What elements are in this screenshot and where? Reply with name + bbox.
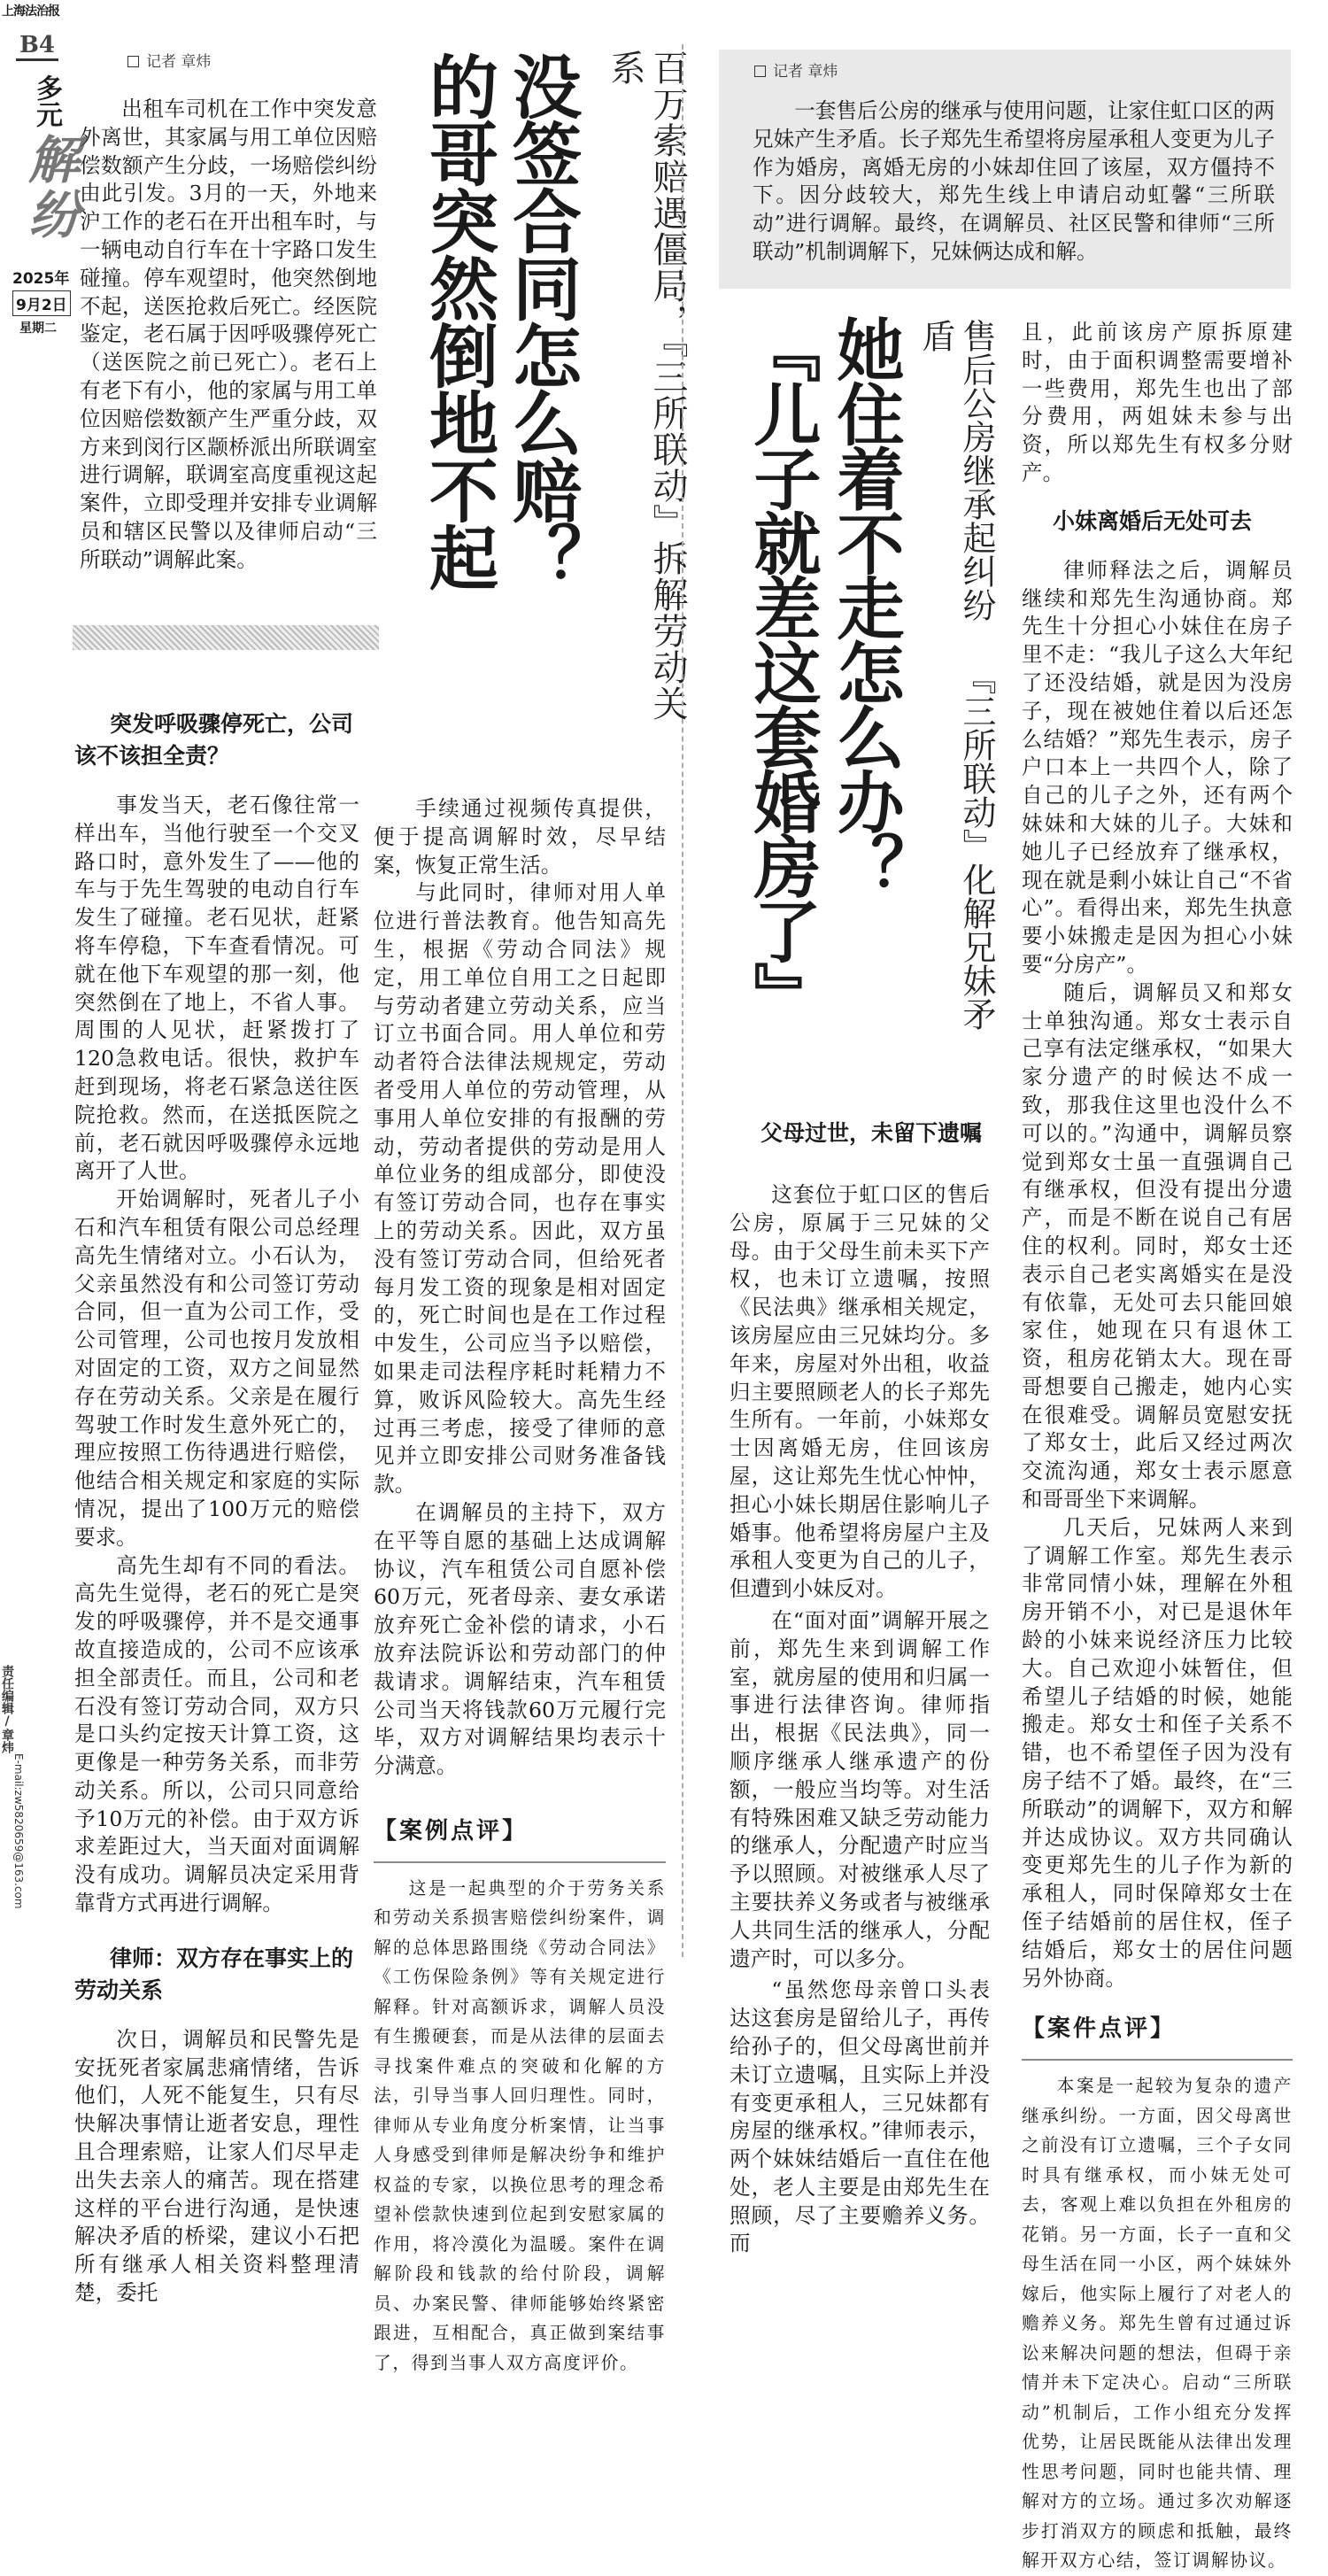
editor-label: 责任编辑/章炜: [0, 1665, 14, 1753]
right-paragraph: “虽然您母亲曾口头表达这套房是留给儿子，再传给孙子的，但父母离世前并未订立遗嘱，且实际上并没有变更承租人，三兄妹都有房屋的继承权。”律师表示，两个妹妹结婚后一直住在他处，老人主要是由郑先生在照顾，尽了主要赡养义务。而: [730, 1977, 990, 2256]
right-subhead-1: 父母过世，未留下遗嘱: [761, 1120, 983, 1146]
right-paragraph: 且，此前该房产原拆原建时，由于面积调整需要增补一些费用，郑先生也出了部分费用，两姐妹未参与出资，所以郑先生有权多分财产。: [1022, 320, 1293, 485]
byline-box-icon: [754, 66, 766, 77]
right-review-title: 【案件点评】: [1022, 2015, 1177, 2043]
right-kicker: 售后公房继承起纠纷 『三所联动』化解兄妹矛盾: [916, 319, 996, 1031]
date-weekday: 星期二: [19, 321, 57, 336]
page-number: B4: [16, 32, 58, 61]
right-headline-line2: 『儿子就差这套婚房了』: [743, 315, 822, 1026]
right-paragraph: 在“面对面”调解开展之前，郑先生来到调解工作室，就房屋的使用和归属一事进行法律咨询。律师指出，根据《民法典》，同一顺序继承人继承遗产的份额，一般应当均等。对生活有特殊困难又缺乏劳动能力的继承人，分配遗产时应当予以照顾。对被继承人尽了主要扶养义务或者与被继承人共同生活的继承人，分配遗产时，可以多分。: [730, 1607, 990, 1971]
left-paragraph: 开始调解时，死者儿子小石和汽车租赁有限公司总经理高先生情绪对立。小石认为，父亲虽然没有和公司签订劳动合同，但一直为公司工作，受公司管理，公司也按月发放相对固定的工资，双方之间显然存在劳动关系。父亲是在履行驾驶工作时发生意外死亡的，理应按照工伤待遇进行赔偿，他结合相关规定和家庭的实际情况，提出了100万元的赔偿要求。: [74, 1187, 359, 1550]
left-paragraph: 次日，调解员和民警先是安抚死者家属悲痛情绪，告诉他们，人死不能复生，只有尽快解决事情让逝者安息，理性且合理索赔，让家人们尽早走出失去亲人的痛苦。现在搭建这样的平台进行沟通，是快速解决矛盾的桥梁，建议小石把所有继承人相关资料整理清楚，委托: [74, 2026, 359, 2306]
left-divider-band: [73, 625, 379, 650]
center-divider: [682, 44, 683, 1957]
left-lead: 出租车司机在工作中突发意外离世，其家属与用工单位因赔偿数额产生分歧，一场赔偿纠纷由此引发。3月的一天，外地来沪工作的老石在开出租车时，与一辆电动自行车在十字路口发生碰撞。停车观望时，他突然倒地不起，送医抢救后死亡。经医院鉴定，老石属于因呼吸骤停死亡（送医院之前已死亡）。老石上有老下有小，他的家属与用工单位因赔偿数额产生严重分歧，双方来到闵行区颛桥派出所联调室进行调解，联调室高度重视这起案件，立即受理并安排专业调解员和辖区民警以及律师启动“三所联动”调解此案。: [80, 97, 377, 572]
right-headline: [740, 315, 907, 1095]
date-year: 2025年: [12, 270, 70, 288]
right-paragraph: 律师释法之后，调解员继续和郑先生沟通协商。郑先生十分担心小妹住在房子里不走：“我儿子这么大年纪了还没结婚，就是因为没房子，现在被她住着以后还怎么结婚？”郑先生表示，房子户口本上一共四个人，除了自己的儿子之外，还有两个妹妹和大妹的儿子。大妹和她儿子已经放弃了继承权，现在就是剩小妹让自己“不省心”。看得出来，郑先生执意要小妹搬走是因为担心小妹要“分房产”。: [1022, 557, 1293, 977]
right-paragraph: 随后，调解员又和郑女士单独沟通。郑女士表示自己享有法定继承权，“如果大家分遗产的时候达不成一致，那我住这里也没什么不可以的。”沟通中，调解员察觉到郑女士虽一直强调自己有继承权，但没有提出分遗产，而是不断在说自己有居住的权利。同时，郑女士还表示自己老实离婚实在是没有依靠，无处可去只能回娘家住，她现在只有退休工资，租房花销太大。现在哥哥想要自己搬走，她内心实在很难受。调解员宽慰安抚了郑女士，此后又经过两次交流沟通，郑女士表示愿意和哥哥坐下来调解。: [1022, 979, 1293, 1512]
section-title-big: 解纷: [19, 133, 80, 243]
left-review-text: 这是一起典型的介于劳务关系和劳动关系损害赔偿纠纷案件，调解的总体思路围绕《劳动合同法》《工伤保险条例》等有关规定进行解释。针对高额诉求，调解人员没有生搬硬套，而是从法律的层面去寻找案件难点的突破和化解的方法，引导当事人回归理性。同时，律师从专业角度分析案情，让当事人身感受到律师是解决纷争和维护权益的专家，以换位思考的理念希望补偿款快速到位起到安慰家属的作用，将冷漠化为温暖。案件在调解阶段和钱款的给付阶段，调解员、办案民警、律师能够始终紧密跟进，互相配合，真正做到案结事了，得到当事人双方高度评价。: [374, 1877, 666, 2373]
left-column-2: [374, 795, 666, 2378]
editor-email: E-mail:zw5820659@163.com: [12, 1753, 25, 1909]
left-review-box: [374, 1861, 666, 2379]
section-title: 多元: [31, 74, 62, 128]
right-column-2: [1022, 319, 1293, 2576]
left-headline-line1: 没签合同怎么赔？: [501, 51, 582, 590]
left-paragraph: 事发当天，老石像往常一样出车，当他行驶至一个交叉路口时，意外发生了——他的车与于先生驾驶的电动自行车发生了碰撞。老石见状，赶紧将车停稳，下车查看情况。可就在他下车观望的那一刻，他突然倒在了地上，不省人事。周围的人见状，赶紧拨打了120急救电话。很快，救护车赶到现场，将老石紧急送往医院抢救。然而，在送抵医院之前，老石就因呼吸骤停永远地离开了人世。: [74, 793, 359, 1184]
right-lead: 一套售后公房的继承与使用问题，让家住虹口区的两兄妹产生矛盾。长子郑先生希望将房屋承租人变更为儿子作为婚房，离婚无房的小妹却住回了该屋，双方僵持不下。因分歧较大，郑先生线上申请启动虹馨“三所联动”进行调解。最终，在调解员、社区民警和律师“三所联动”机制调解下，兄妹俩达成和解。: [753, 98, 1275, 264]
right-subhead-2: 小妹离婚后无处可去: [1053, 507, 1253, 534]
left-paragraph: 与此同时，律师对用人单位进行普法教育。他告知高先生，根据《劳动合同法》规定，用工单位自用工之日起即与劳动者建立劳动关系，应当订立书面合同。用人单位和劳动者符合法律法规规定，劳动者受用人单位的劳动管理，从事用人单位安排的有报酬的劳动，劳动者提供的劳动是用人单位业务的组成部分，即使没有签订劳动合同，也存在事实上的劳动关系。因此，双方虽没有签订劳动合同，但给死者每月发工资的现象是相对固定的，死亡时间也是在工作过程中发生，公司应当予以赔偿，如果走司法程序耗时耗精力不算，败诉风险较大。高先生经过再三考虑，接受了律师的意见并立即安排公司财务准备钱款。: [374, 880, 666, 1497]
masthead: [0, 0, 80, 1995]
right-paragraph: 几天后，兄妹两人来到了调解工作室。郑先生表示非常同情小妹，理解在外租房开销不小，对已是退休年龄的小妹来说经济压力比较大。自己欢迎小妹暂住，但希望儿子结婚的时候，她能搬走。郑女士和侄子关系不错，也不希望侄子因为没有房子结不了婚。最终，在“三所联动”的调解下，双方和解并达成协议。双方共同确认变更郑先生的儿子作为新的承租人，同时保障郑女士在侄子结婚前的居住权，侄子结婚后，郑女士的居住问题另外协商。: [1022, 1514, 1293, 1991]
left-byline: 记者 章炜: [127, 49, 211, 71]
left-subhead-2: 律师：双方存在事实上的劳动关系: [74, 1945, 354, 2003]
left-column-1: [74, 708, 359, 2308]
left-headline-line2: 的哥突然倒地不起: [418, 51, 498, 590]
right-column-1: [730, 1118, 990, 2258]
left-headline: [416, 51, 583, 760]
date-day: 9月2日: [12, 290, 71, 316]
paper-name: 上海法治报: [2, 4, 59, 19]
right-headline-line1: 她住着不走怎么办？: [826, 315, 905, 897]
left-subhead-1: 突发呼吸骤停死亡，公司该不该担全责？: [74, 711, 354, 769]
left-kicker: 百万索赔遇僵局，『三所联动』拆解劳动关系: [605, 50, 688, 722]
right-byline: 记者 章炜: [754, 58, 838, 81]
left-paragraph: 高先生却有不同的看法。高先生觉得，老石的死亡是突发的呼吸骤停，并不是交通事故直接造成的，公司不应该承担全部责任。而且，公司和老石没有签订劳动合同，双方只是口头约定按天计算工资，这更像是一种劳务关系，而非劳动关系。所以，公司只同意给予10万元的补偿。由于双方诉求差距过大，当天面对面调解没有成功。调解员决定采用背靠背方式再进行调解。: [74, 1552, 359, 1916]
right-paragraph: 这套位于虹口区的售后公房，原属于三兄妹的父母。由于父母生前未买下产权，也未订立遗嘱，按照《民法典》继承相关规定，该房屋应由三兄妹均分。多年来，房屋对外出租，收益归主要照顾老人的长子郑先生所有。一年前，小妹郑女士因离婚无房，住回该房屋，这让郑先生忧心忡忡，担心小妹长期居住影响儿子婚事。他希望将房屋户主及承租人变更为自己的儿子，但遭到小妹反对。: [730, 1182, 990, 1602]
byline-box-icon: [127, 56, 139, 67]
left-review-title: 【案例点评】: [374, 1817, 529, 1845]
right-lead-box: [719, 50, 1291, 289]
left-paragraph: 手续通过视频传真提供，便于提高调解时效，尽早结案，恢复正常生活。: [374, 796, 666, 878]
left-paragraph: 在调解员的主持下，双方在平等自愿的基础上达成调解协议，汽车租赁公司自愿补偿60万元，死者母亲、妻女承诺放弃死亡金补偿的请求，小石放弃法院诉讼和劳动部门的仲裁请求。调解结束，汽车租赁公司当天将钱款60万元履行完毕，双方对调解结果均表示十分满意。: [374, 1499, 666, 1779]
right-review-text: 本案是一起较为复杂的遗产继承纠纷。一方面，因父母离世之前没有订立遗嘱，三个子女同时具有继承权，而小妹无处可去，客观上难以负担在外租房的花销。另一方面，长子一直和父母生活在同一小区，两个妹妹外嫁后，他实际上履行了对老人的赡养义务。郑先生曾有过通过诉讼来解决问题的想法，但碍于亲情并未下定决心。启动“三所联动”机制后，工作小组充分发挥优势，让居民既能从法律出发理性思考问题，同时也能共情、理解对方的立场。通过多次劝解逐步打消双方的顾虑和抵触，最终解开双方心结，签订调解协议。: [1022, 2076, 1293, 2572]
right-review-box: [1022, 2059, 1293, 2576]
